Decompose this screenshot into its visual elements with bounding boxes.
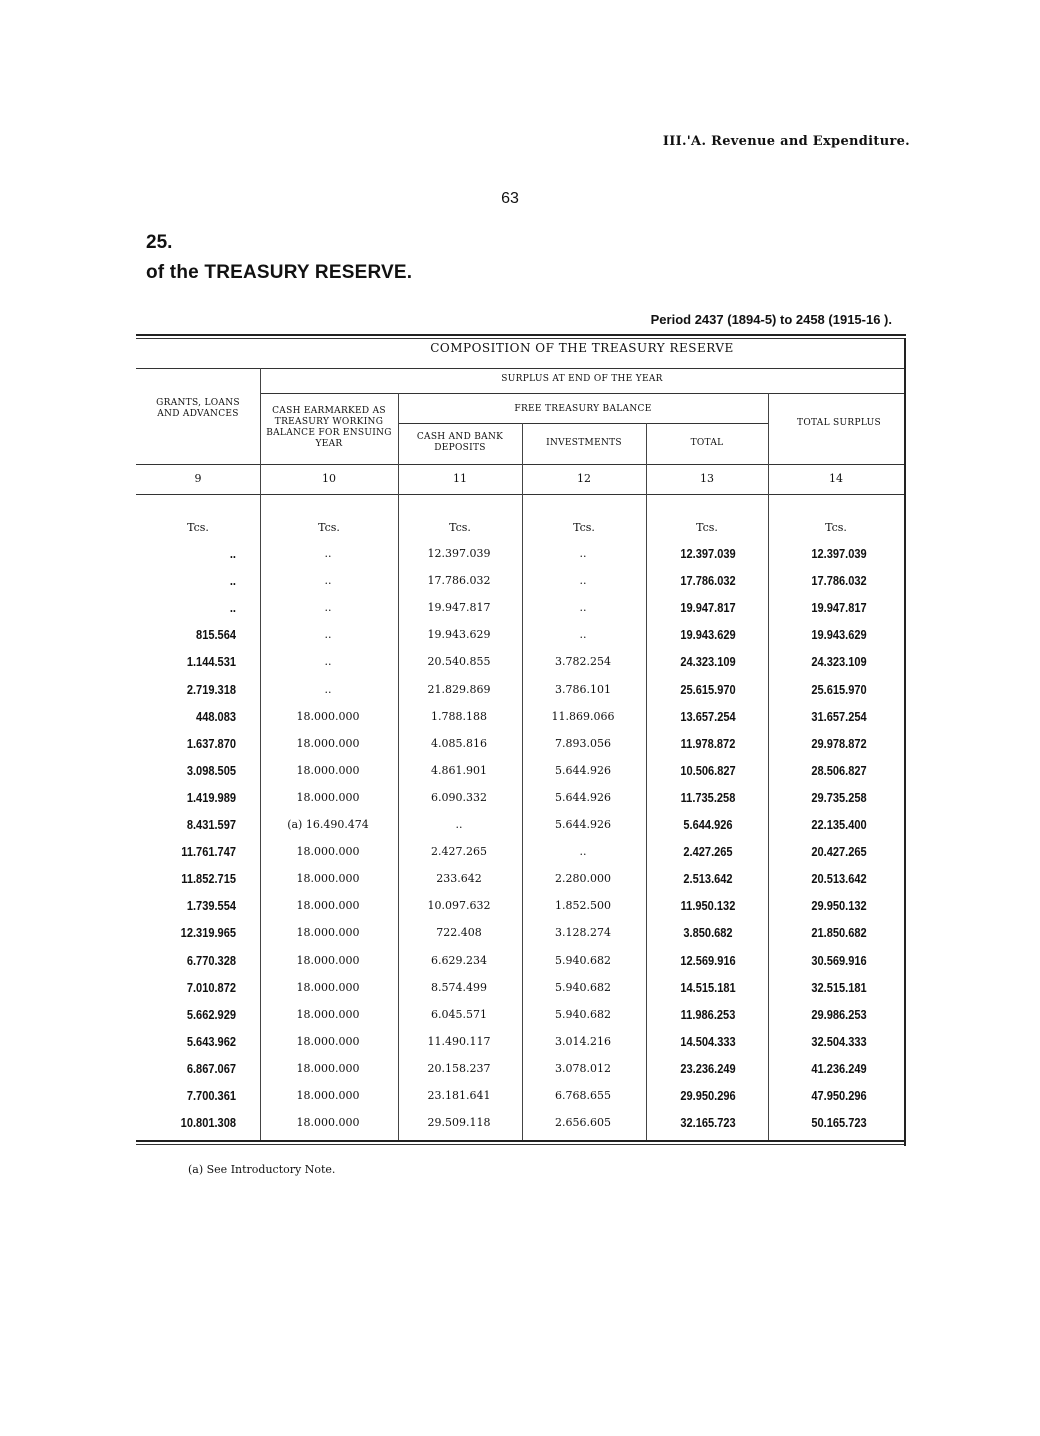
cash-earmarked-cell: (a) 16.490.474: [287, 818, 369, 831]
total-surplus-cell: 32.504.333: [811, 1033, 867, 1049]
grants-cell: 8.431.597: [186, 817, 236, 832]
cash-bank-cell: 2.427.265: [431, 845, 487, 859]
investments-cell: 5.644.926: [555, 818, 611, 831]
period-label: Period 2437 (1894-5) to 2458 (1915-16 ).: [650, 312, 892, 327]
unit-label: Tcs.: [573, 521, 595, 534]
cash-earmarked-cell: ..: [324, 682, 332, 696]
total-cell: 14.515.181: [680, 979, 736, 995]
cash-earmarked-cell: 18.000.000: [296, 736, 360, 750]
investments-cell: 5.644.926: [555, 790, 611, 804]
total-surplus-cell: 20.427.265: [811, 844, 867, 860]
total-surplus-cell: 17.786.032: [811, 573, 867, 589]
cash-bank-cell: 19.943.629: [427, 628, 491, 642]
table-bottom-rule: [136, 1140, 906, 1142]
table-row: [136, 1055, 906, 1082]
cash-earmarked-cell: ..: [324, 628, 332, 642]
investments-cell: 7.893.056: [555, 736, 611, 750]
investments-cell: 5.644.926: [555, 763, 611, 777]
investments-cell: ..: [579, 845, 587, 859]
grants-cell: 5.662.929: [186, 1006, 236, 1022]
grants-cell: 448.083: [196, 708, 236, 724]
cash-earmarked-cell: 18.000.000: [296, 1116, 360, 1130]
grants-cell: 10.801.308: [180, 1115, 236, 1131]
total-cell: 2.513.642: [683, 871, 733, 887]
surplus-header: SURPLUS AT END OF THE YEAR: [501, 374, 663, 384]
total-cell: 19.943.629: [680, 627, 736, 643]
cash-earmarked-cell: ..: [324, 655, 332, 669]
investments-cell: 3.782.254: [555, 655, 611, 669]
total-surplus-cell: 21.850.682: [811, 925, 867, 941]
total-surplus-header: TOTAL SURPLUS: [797, 418, 881, 428]
footnote: (a) See Introductory Note.: [188, 1163, 336, 1176]
cash-bank-cell: 8.574.499: [431, 980, 487, 994]
grants-cell: 7.700.361: [186, 1088, 236, 1103]
investments-cell: 2.280.000: [555, 872, 611, 886]
cash-bank-cell: 20.540.855: [427, 655, 491, 669]
total-surplus-cell: 25.615.970: [811, 681, 867, 697]
column-number: 13: [700, 472, 714, 485]
total-surplus-cell: 29.978.872: [811, 735, 867, 751]
grants-cell: ..: [229, 600, 236, 616]
cash-bank-cell: 17.786.032: [427, 574, 491, 588]
cash-bank-cell: 29.509.118: [427, 1116, 491, 1130]
investments-cell: 5.940.682: [555, 1007, 611, 1021]
cash-bank-cell: 19.947.817: [427, 601, 491, 615]
cash-bank-cell: 4.861.901: [431, 763, 487, 777]
total-surplus-cell: 19.947.817: [811, 600, 867, 616]
cash-earmarked-cell: 18.000.000: [296, 953, 360, 967]
cash-earmarked-cell: ..: [324, 547, 332, 560]
grants-cell: 12.319.965: [180, 925, 236, 941]
grants-cell: 11.852.715: [181, 871, 236, 887]
cash-bank-cell: 6.090.332: [431, 790, 487, 804]
investments-cell: ..: [579, 547, 587, 560]
unit-label: Tcs.: [318, 521, 340, 534]
cash-bank-cell: 10.097.632: [427, 899, 491, 913]
table-row: [136, 648, 906, 675]
free-balance-header: FREE TREASURY BALANCE: [514, 404, 652, 414]
table-row: [136, 974, 906, 1001]
cash-earmarked-cell: 18.000.000: [296, 1061, 360, 1075]
cash-bank-cell: 722.408: [436, 926, 482, 940]
column-number-rule: [136, 494, 906, 495]
total-cell: 10.506.827: [680, 762, 736, 778]
table-row: [136, 947, 906, 974]
total-cell: 2.427.265: [683, 844, 733, 860]
grants-cell: 11.761.747: [181, 844, 236, 860]
table-row: [136, 865, 906, 892]
cash-earmarked-header: CASH EARMARKED AS TREASURY WORKING BALANCE FOR ENSUING YEAR: [266, 406, 392, 449]
investments-cell: ..: [579, 601, 587, 615]
grants-cell: 1.144.531: [186, 654, 236, 670]
unit-label: Tcs.: [825, 521, 847, 534]
investments-cell: 1.852.500: [555, 899, 611, 913]
grants-cell: 6.867.067: [186, 1060, 236, 1076]
table-row: [136, 1001, 906, 1028]
total-cell: 11.978.872: [680, 735, 736, 751]
cash-bank-cell: 11.490.117: [427, 1034, 491, 1048]
free-balance-rule: [398, 423, 768, 424]
total-cell: 29.950.296: [680, 1088, 736, 1103]
total-cell: 13.657.254: [680, 708, 736, 724]
table-row: [136, 919, 906, 946]
treasury-reserve-table: [136, 334, 906, 1146]
cash-bank-cell: 233.642: [436, 872, 482, 886]
table-row: [136, 811, 906, 838]
table-row: [136, 567, 906, 594]
total-cell: 11.950.132: [680, 898, 736, 914]
cash-bank-cell: 1.788.188: [431, 709, 487, 723]
total-cell: 11.986.253: [680, 1006, 736, 1022]
cash-bank-cell: 12.397.039: [427, 547, 491, 560]
cash-earmarked-cell: 18.000.000: [296, 1034, 360, 1048]
total-surplus-cell: 41.236.249: [811, 1060, 867, 1076]
cash-earmarked-cell: 18.000.000: [296, 709, 360, 723]
investments-cell: 5.940.682: [555, 980, 611, 994]
investments-cell: 5.940.682: [555, 953, 611, 967]
table-number: 25.: [146, 232, 173, 253]
total-cell: 19.947.817: [680, 600, 736, 616]
total-surplus-cell: 12.397.039: [811, 546, 867, 561]
cash-earmarked-cell: 18.000.000: [296, 845, 360, 859]
total-cell: 23.236.249: [680, 1060, 736, 1076]
grants-header: GRANTS, LOANS AND ADVANCES: [156, 398, 240, 419]
table-row: [136, 1109, 906, 1136]
grants-cell: 3.098.505: [186, 762, 236, 778]
cash-earmarked-cell: 18.000.000: [296, 980, 360, 994]
grants-cell: 7.010.872: [186, 979, 236, 995]
grants-cell: ..: [229, 573, 236, 589]
unit-label: Tcs.: [449, 521, 471, 534]
grants-cell: 1.637.870: [186, 735, 236, 751]
grants-cell: 1.739.554: [186, 898, 236, 914]
page-number: 63: [501, 190, 519, 207]
total-surplus-cell: 32.515.181: [811, 979, 867, 995]
total-cell: 25.615.970: [680, 681, 736, 697]
table-row: [136, 784, 906, 811]
total-cell: 32.165.723: [680, 1115, 736, 1131]
grants-cell: 1.419.989: [186, 789, 236, 805]
total-surplus-cell: 29.735.258: [811, 789, 867, 805]
investments-cell: ..: [579, 574, 587, 588]
column-number: 11: [453, 472, 467, 485]
total-surplus-cell: 28.506.827: [811, 762, 867, 778]
cash-bank-cell: 4.085.816: [431, 736, 487, 750]
cash-bank-cell: 21.829.869: [427, 682, 491, 696]
total-cell: 24.323.109: [680, 654, 736, 670]
total-surplus-cell: 29.950.132: [811, 898, 867, 914]
table-row: [136, 838, 906, 865]
table-row: [136, 892, 906, 919]
cash-earmarked-cell: 18.000.000: [296, 763, 360, 777]
table-bottom-rule-inner: [136, 1144, 906, 1145]
table-row: [136, 757, 906, 784]
grants-cell: 6.770.328: [186, 952, 236, 968]
total-cell: 5.644.926: [683, 817, 733, 832]
cash-earmarked-cell: ..: [324, 601, 332, 615]
cash-earmarked-cell: 18.000.000: [296, 1007, 360, 1021]
column-number: 10: [322, 472, 336, 485]
cash-bank-cell: 23.181.641: [427, 1089, 491, 1102]
total-cell: 17.786.032: [680, 573, 736, 589]
cash-bank-cell: ..: [455, 818, 463, 831]
cash-earmarked-cell: ..: [324, 574, 332, 588]
total-surplus-cell: 19.943.629: [811, 627, 867, 643]
table-row: [136, 540, 906, 567]
grants-cell: 2.719.318: [186, 681, 236, 697]
total-surplus-cell: 22.135.400: [811, 817, 867, 832]
investments-cell: ..: [579, 628, 587, 642]
cash-earmarked-cell: 18.000.000: [296, 1089, 360, 1102]
total-cell: 12.569.916: [680, 952, 736, 968]
unit-label: Tcs.: [187, 521, 209, 534]
column-number: 14: [829, 472, 843, 485]
total-cell: 14.504.333: [680, 1033, 736, 1049]
table-top-rule: [136, 334, 906, 336]
total-surplus-cell: 29.986.253: [811, 1006, 867, 1022]
table-row: [136, 1028, 906, 1055]
composition-rule: [136, 368, 906, 369]
investments-cell: 3.128.274: [555, 926, 611, 940]
table-row: [136, 730, 906, 757]
table-row: [136, 703, 906, 730]
total-surplus-cell: 30.569.916: [811, 952, 867, 968]
cash-earmarked-cell: 18.000.000: [296, 872, 360, 886]
investments-cell: 3.078.012: [555, 1061, 611, 1075]
table-row: [136, 594, 906, 621]
table-row: [136, 676, 906, 703]
table-row: [136, 1082, 906, 1109]
table-top-rule-inner: [136, 338, 906, 339]
investments-cell: 11.869.066: [551, 709, 615, 723]
total-surplus-cell: 50.165.723: [811, 1115, 867, 1131]
column-number: 12: [577, 472, 591, 485]
investments-header: INVESTMENTS: [546, 438, 622, 448]
cash-earmarked-cell: 18.000.000: [296, 790, 360, 804]
grants-cell: 5.643.962: [186, 1033, 236, 1049]
column-number: 9: [194, 472, 202, 485]
table-title: of the TREASURY RESERVE.: [146, 262, 413, 283]
composition-header: COMPOSITION OF THE TREASURY RESERVE: [430, 341, 734, 355]
cash-bank-header: CASH AND BANK DEPOSITS: [416, 432, 504, 453]
investments-cell: 6.768.655: [555, 1089, 611, 1102]
total-surplus-cell: 47.950.296: [811, 1088, 867, 1103]
surplus-rule: [260, 393, 906, 394]
total-cell: 11.735.258: [680, 789, 736, 805]
total-cell: 3.850.682: [683, 925, 733, 941]
cash-bank-cell: 6.629.234: [431, 953, 487, 967]
cash-bank-cell: 6.045.571: [431, 1007, 487, 1021]
table-row: [136, 621, 906, 648]
grants-cell: ..: [229, 546, 236, 561]
unit-label: Tcs.: [696, 521, 718, 534]
total-cell: 12.397.039: [680, 546, 736, 561]
total-surplus-cell: 24.323.109: [811, 654, 867, 670]
investments-cell: 2.656.605: [555, 1116, 611, 1130]
header-bottom-rule: [136, 464, 906, 465]
grants-cell: 815.564: [196, 627, 236, 643]
total-surplus-cell: 20.513.642: [811, 871, 867, 887]
investments-cell: 3.786.101: [555, 682, 611, 696]
total-header: TOTAL: [690, 438, 724, 448]
cash-earmarked-cell: 18.000.000: [296, 926, 360, 940]
cash-bank-cell: 20.158.237: [427, 1061, 491, 1075]
investments-cell: 3.014.216: [555, 1034, 611, 1048]
cash-earmarked-cell: 18.000.000: [296, 899, 360, 913]
running-head: III.'A. Revenue and Expenditure.: [662, 134, 910, 149]
total-surplus-cell: 31.657.254: [811, 708, 867, 724]
